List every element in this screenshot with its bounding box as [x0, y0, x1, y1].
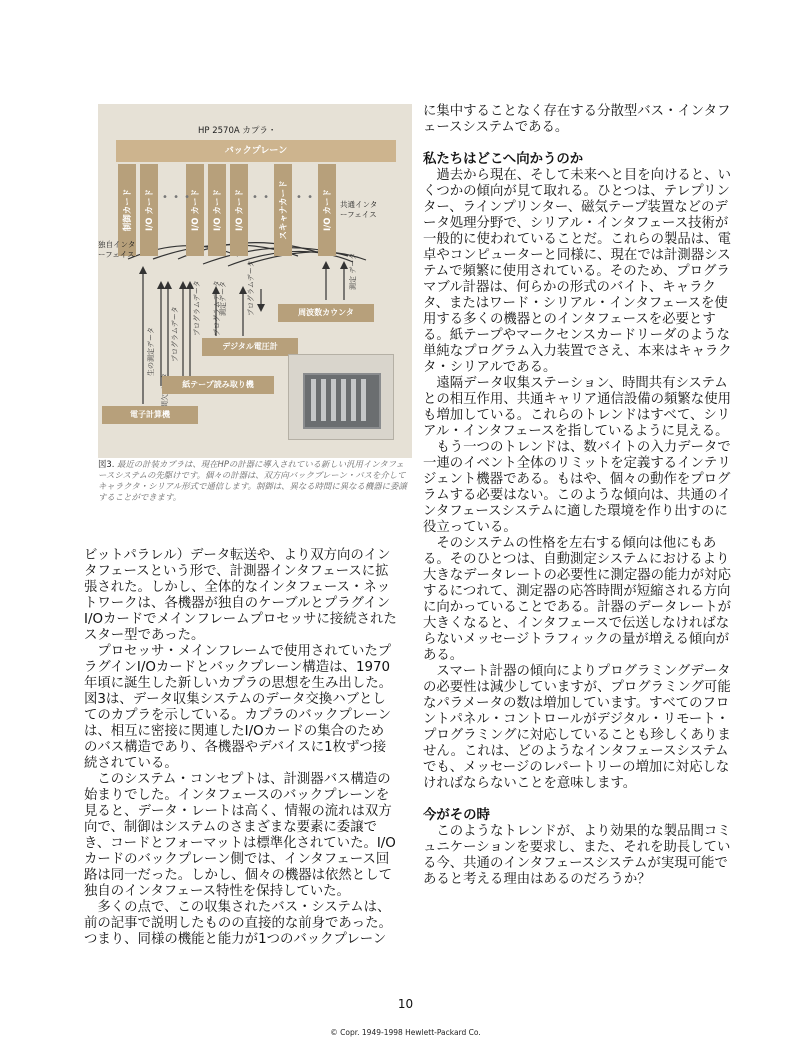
paper-tape-reader-box: 紙テープ読み取り機	[162, 376, 274, 394]
paragraph: 過去から現在、そして未来へと目を向けると、いくつかの傾向が見て取れる。ひとつは、テレプリンター、ラインプリンター、磁気テープ装置などのデータ処理分野で、シリアル・インタフェース技術が一般的に使われていることだ。これらの製品は、電卓やコンピューターと同様に、現在では計測器システムで頻繁に使用されている。そのため、プログラマブル計器は、何らかの形式のバイト、キャラクタ、またはワード・シリアル・インタフェースを使用する多くの機器とのインタフェースを必要とする。紙テープやマークセンスカードリーダのような単純なプログラム入力装置でさえ、本来はキャラクタ・シリアルである。	[423, 168, 732, 375]
backplane-bar	[116, 140, 396, 162]
figure-caption	[98, 459, 410, 503]
calculator-box: 電子計算機	[102, 406, 198, 424]
digital-voltmeter-box: デジタル電圧計	[202, 338, 298, 356]
figure-3	[98, 104, 412, 458]
copyright-notice: © Copr. 1949-1998 Hewlett-Packard Co.	[330, 1028, 481, 1037]
paragraph: スマート計器の傾向によりプログラミングデータの必要性は減少していますが、プログラミング可能なパラメータの数は増加しています。すべてのフロントパネル・コントロールがデジタル・リモート・プログラミングに対応していることも珍しくありません。これは、どのようなインタフェースシステムでも、メッセージのレパートリーの増加に対応しなければならないことを意味します。	[423, 664, 731, 791]
paragraph: プロセッサ・メインフレームで使用されていたプラグインI/Oカードとバックプレーン構造は、1970年頃に誕生した新しいカプラの思想を生み出した。図3は、データ収集システムのデータ交換ハブとしてのカプラを示している。カプラのバックプレーンは、相互に密接に関連したI/Oカードの集合のためのバス構造であり、各機器やデバイスに1枚ずつ接続されている。	[84, 644, 392, 771]
control-card: 制御カード	[118, 164, 136, 256]
raw-measure-data-label: 生の測定データ	[147, 327, 155, 376]
io-card: I/O カード	[318, 164, 336, 256]
paragraph: 多くの点で、この収集されたバス・システムは、前の記事で説明したものの直接的な前身であった。つまり、同様の機能と能力が1つのバックプレーン	[84, 900, 392, 947]
frequency-counter-box: 周波数カウンタ	[278, 304, 374, 322]
program-data-label: プログラムデータ	[171, 306, 179, 362]
backplane-label: バックプレーン	[224, 146, 288, 156]
coupler-chassis	[303, 373, 381, 429]
page-number: 10	[397, 997, 414, 1011]
ellipsis-dots: • • •	[162, 192, 192, 203]
measure-data-label: 測定 データ	[349, 252, 357, 290]
paragraph: 遠隔データ収集ステーション、時間共有システムとの相互作用、共通キャリア通信設備の頻繁な使用も増加している。これらのトレンドはすべて、シリアル・インタフェースを指しているように見える。	[423, 376, 731, 439]
io-card: I/O カード	[230, 164, 248, 256]
caption-number: 図3.	[98, 459, 115, 469]
own-interface-label: 独自インタ ーフェイス	[98, 240, 136, 259]
coupler-title: HP 2570A カプラ・	[198, 126, 277, 136]
paragraph: このようなトレンドが、より効果的な製品間コミュニケーションを要求し、また、それを助長している今、共通のインタフェースシステムが実現可能であると考える理由はあるのだろうか？	[423, 824, 731, 887]
io-card: I/O カード	[140, 164, 158, 256]
ellipsis-dots: • •	[252, 192, 270, 203]
io-card: I/O カード	[186, 164, 204, 256]
section-heading: 私たちはどこへ向かうのか	[423, 152, 584, 167]
paragraph: ビットパラレル）データ転送や、より双方向のインタフェースという形で、計測器インタフェースに拡張された。しかし、全体的なインタフェース・ネットワークは、各機器が独自のケーブルとプラグインI/Oカードでメインフレームプロセッサに接続されたスター型であった。	[84, 548, 397, 643]
right-column	[423, 104, 739, 888]
coupler-photo	[288, 354, 394, 440]
scanner-card: スキャナカード	[274, 164, 292, 256]
program-data-label: プログラムデータ	[193, 280, 201, 336]
program-data-label: プログラムデータ	[213, 280, 221, 336]
common-interface-label: 共通インタ ーフェイス	[340, 200, 378, 219]
caption-text: 最近の計装カプラは、現在HPの計器に導入されている新しい汎用インタフェースシステムの先駆けです。個々の計器は、双方向バックプレーン・バスを介してキャラクタ・シリアル形式で通信します。制御は、異なる時間に異なる機器に委譲することができます。	[98, 459, 407, 502]
paragraph: そのシステムの性格を左右する傾向は他にもある。そのひとつは、自動測定システムにおけるより大きなデータレートの必要性に測定器の能力が対応するにつれて、測定器の応答時間が短縮される方向に向かっていることである。計器のデータレートが大きくなると、インタフェースで伝送しなければならないメッセージトラフィックの量が増える傾向がある。	[423, 536, 731, 663]
io-card: I/O カード	[208, 164, 226, 256]
paragraph: に集中することなく存在する分散型バス・インタフェースシステムである。	[423, 104, 731, 135]
measure-data-label: 測定データ	[219, 281, 227, 316]
paragraph: もう一つのトレンドは、数バイトの入力データで一連のイベント全体のリミットを定義するインテリジェント機器である。もはや、個々の動作をプログラムする必要はない。このような傾向は、共通のインタフェースシステムに適した環境を作り出すのに役立っている。	[423, 440, 731, 535]
ellipsis-dots: • •	[296, 192, 314, 203]
paragraph: このシステム・コンセプトは、計測器バス構造の始まりでした。インタフェースのバックプレーンを見ると、データ・レートは高く、情報の流れは双方向で、制御はシステムのさまざまな要素に委譲でき、コードとフォーマットは標準化されていた。I/Oカードのバックプレーン側では、インタフェース回路は同一だった。しかし、個々の機器は依然として独自のインタフェース特性を保持していた。	[84, 772, 396, 899]
left-column	[84, 548, 397, 948]
section-heading: 今がその時	[423, 808, 490, 823]
program-data-label: プログラムデータ	[247, 260, 255, 316]
